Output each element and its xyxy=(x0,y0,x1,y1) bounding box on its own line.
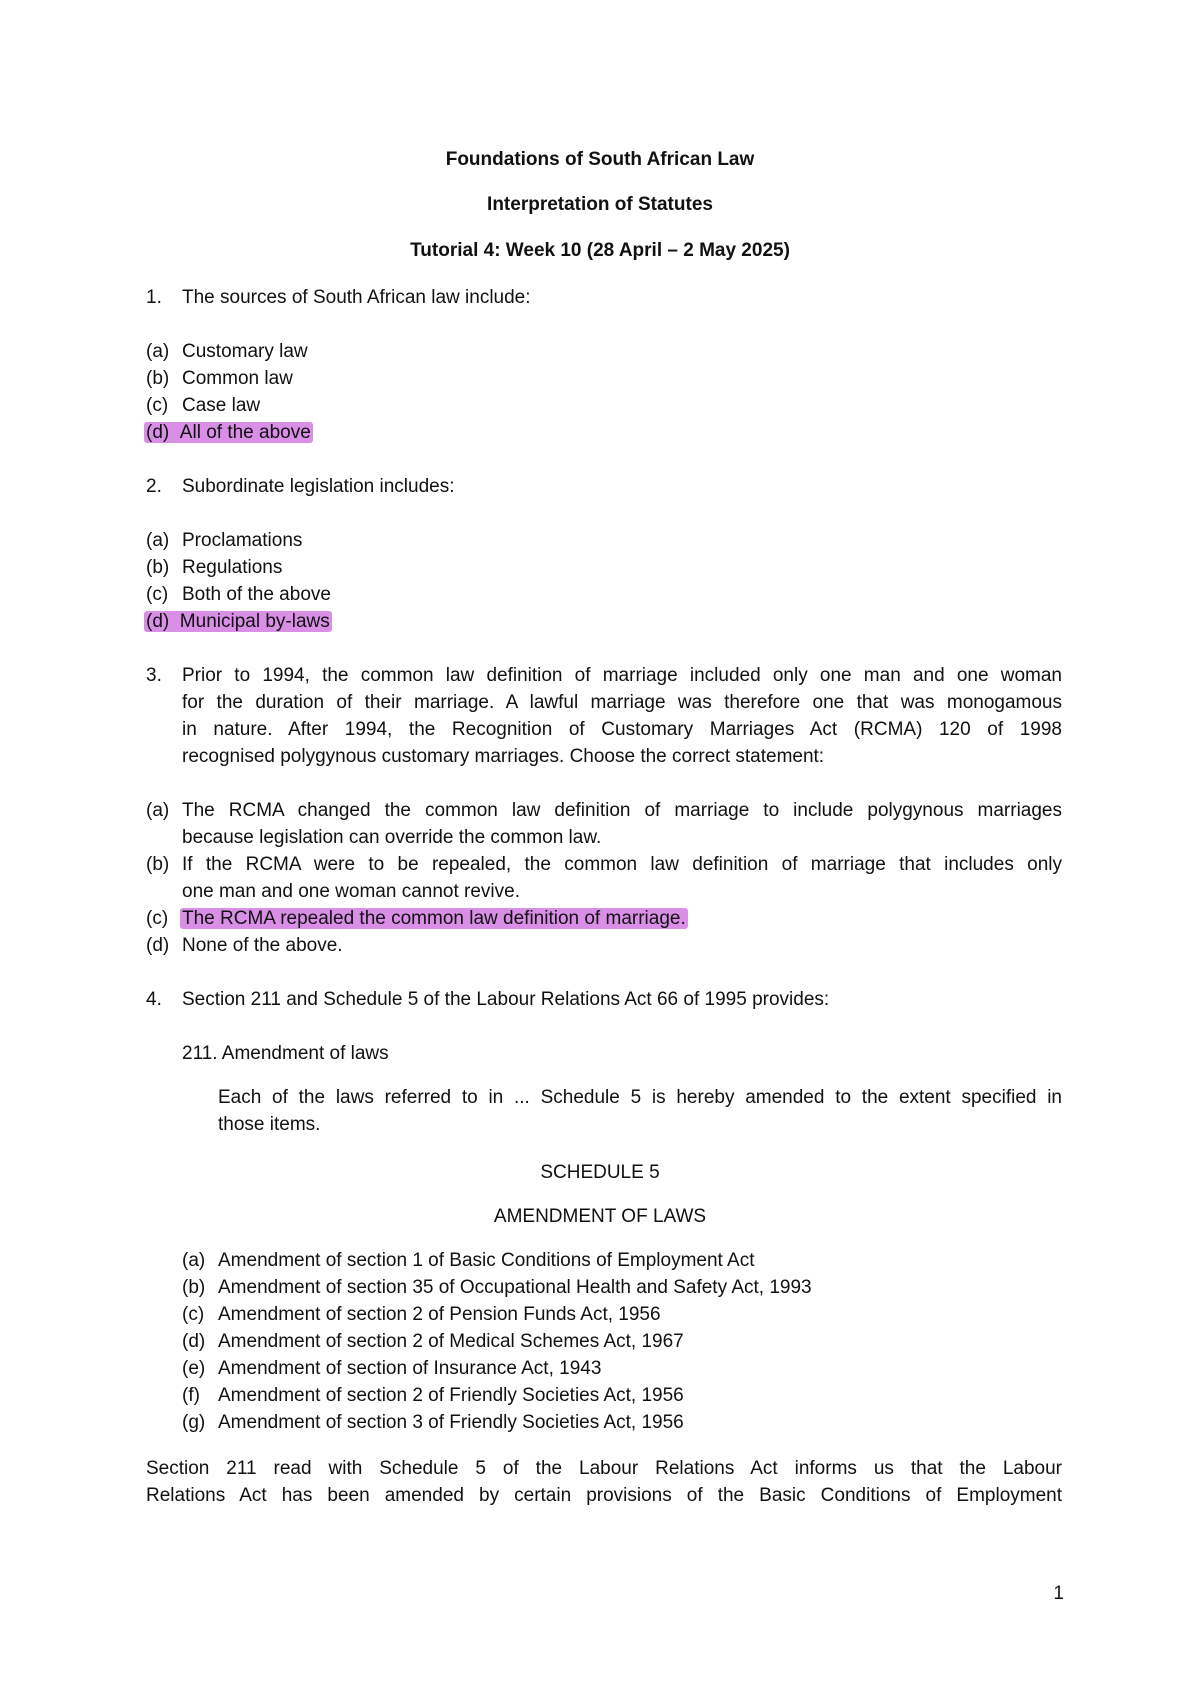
schedule-item-label: (g) xyxy=(182,1412,206,1433)
q1-answer-highlight xyxy=(146,419,313,446)
q3-option-text: None of the above. xyxy=(182,935,343,956)
q1-option-text: Common law xyxy=(182,368,293,389)
q3-text-line: recognised polygynous customary marriages. Choose the correct statement: xyxy=(182,746,825,767)
schedule-title: SCHEDULE 5 xyxy=(540,1162,660,1183)
q3-option-label: (b) xyxy=(146,854,170,875)
q1-option-text: Case law xyxy=(182,395,261,416)
schedule-item-label: (c) xyxy=(182,1304,205,1325)
schedule-item-label: (b) xyxy=(182,1277,206,1298)
schedule-item-text: Amendment of section 3 of Friendly Societies Act, 1956 xyxy=(218,1412,684,1433)
q1-option-text: All of the above xyxy=(179,422,311,443)
q3-answer-highlight xyxy=(182,905,688,932)
q2-option-label: (b) xyxy=(146,557,170,578)
closing-paragraph-line: Section 211 read with Schedule 5 of the Labour Relations Act informs us that the Labour xyxy=(146,1458,1062,1479)
q3-option-label: (d) xyxy=(146,935,170,956)
q3-option-text: The RCMA repealed the common law definition of marriage. xyxy=(182,908,686,929)
q2-option-text: Both of the above xyxy=(182,584,331,605)
tutorial-title: Tutorial 4: Week 10 (28 April – 2 May 2025) xyxy=(410,240,790,261)
q1-option-label: (a) xyxy=(146,341,170,362)
q2-option-label: (d) xyxy=(146,611,170,632)
topic-title: Interpretation of Statutes xyxy=(487,194,713,215)
section-heading: 211. Amendment of laws xyxy=(182,1043,389,1064)
schedule-item-text: Amendment of section 2 of Pension Funds Act, 1956 xyxy=(218,1304,661,1325)
q3-option-label: (c) xyxy=(146,908,169,929)
schedule-item-label: (f) xyxy=(182,1385,200,1406)
q1-option-text: Customary law xyxy=(182,341,308,362)
q3-option-label: (a) xyxy=(146,800,170,821)
closing-paragraph-line: Relations Act has been amended by certain provisions of the Basic Conditions of Employment xyxy=(146,1485,1062,1506)
schedule-subtitle: AMENDMENT OF LAWS xyxy=(493,1206,707,1227)
q1-option-label: (b) xyxy=(146,368,170,389)
q3-number: 3. xyxy=(146,665,162,686)
q1-text: The sources of South African law include: xyxy=(182,287,531,308)
schedule-item-text: Amendment of section of Insurance Act, 1943 xyxy=(218,1358,602,1379)
q3-option-text: If the RCMA were to be repealed, the common law definition of marriage that includes only xyxy=(182,854,1062,875)
q3-option-text: The RCMA changed the common law definition of marriage to include polygynous marriages xyxy=(182,800,1062,821)
q3-option-text: because legislation can override the common law. xyxy=(182,827,602,848)
schedule-item-text: Amendment of section 2 of Medical Schemes Act, 1967 xyxy=(218,1331,684,1352)
q2-option-text: Municipal by-laws xyxy=(179,611,330,632)
course-title: Foundations of South African Law xyxy=(445,149,755,170)
q3-text-line: in nature. After 1994, the Recognition of Customary Marriages Act (RCMA) 120 of 1998 xyxy=(182,719,1062,740)
q4-text: Section 211 and Schedule 5 of the Labour Relations Act 66 of 1995 provides: xyxy=(182,989,830,1010)
q3-option-text: one man and one woman cannot revive. xyxy=(182,881,520,902)
schedule-item-text: Amendment of section 2 of Friendly Societies Act, 1956 xyxy=(218,1385,684,1406)
q2-option-text: Regulations xyxy=(182,557,283,578)
q1-option-label: (c) xyxy=(146,395,169,416)
schedule-item-text: Amendment of section 35 of Occupational Health and Safety Act, 1993 xyxy=(218,1277,812,1298)
schedule-item-label: (e) xyxy=(182,1358,206,1379)
q2-option-label: (c) xyxy=(146,584,169,605)
q4-number: 4. xyxy=(146,989,162,1010)
section-text-line: Each of the laws referred to in ... Schedule 5 is hereby amended to the extent specified in xyxy=(218,1087,1062,1108)
q3-text-line: Prior to 1994, the common law definition of marriage included only one man and one woman xyxy=(182,665,1062,686)
schedule-item-label: (a) xyxy=(182,1250,206,1271)
q2-option-label: (a) xyxy=(146,530,170,551)
q2-text: Subordinate legislation includes: xyxy=(182,476,455,497)
q1-number: 1. xyxy=(146,287,162,308)
q2-number: 2. xyxy=(146,476,162,497)
q2-option-text: Proclamations xyxy=(182,530,303,551)
q3-text-line: for the duration of their marriage. A lawful marriage was therefore one that was monogamous xyxy=(182,692,1062,713)
section-text-line: those items. xyxy=(218,1114,321,1135)
schedule-item-text: Amendment of section 1 of Basic Conditions of Employment Act xyxy=(218,1250,755,1271)
q1-option-label: (d) xyxy=(146,422,170,443)
schedule-item-label: (d) xyxy=(182,1331,206,1352)
page-number: 1 xyxy=(1053,1583,1064,1604)
q2-answer-highlight xyxy=(146,608,332,635)
